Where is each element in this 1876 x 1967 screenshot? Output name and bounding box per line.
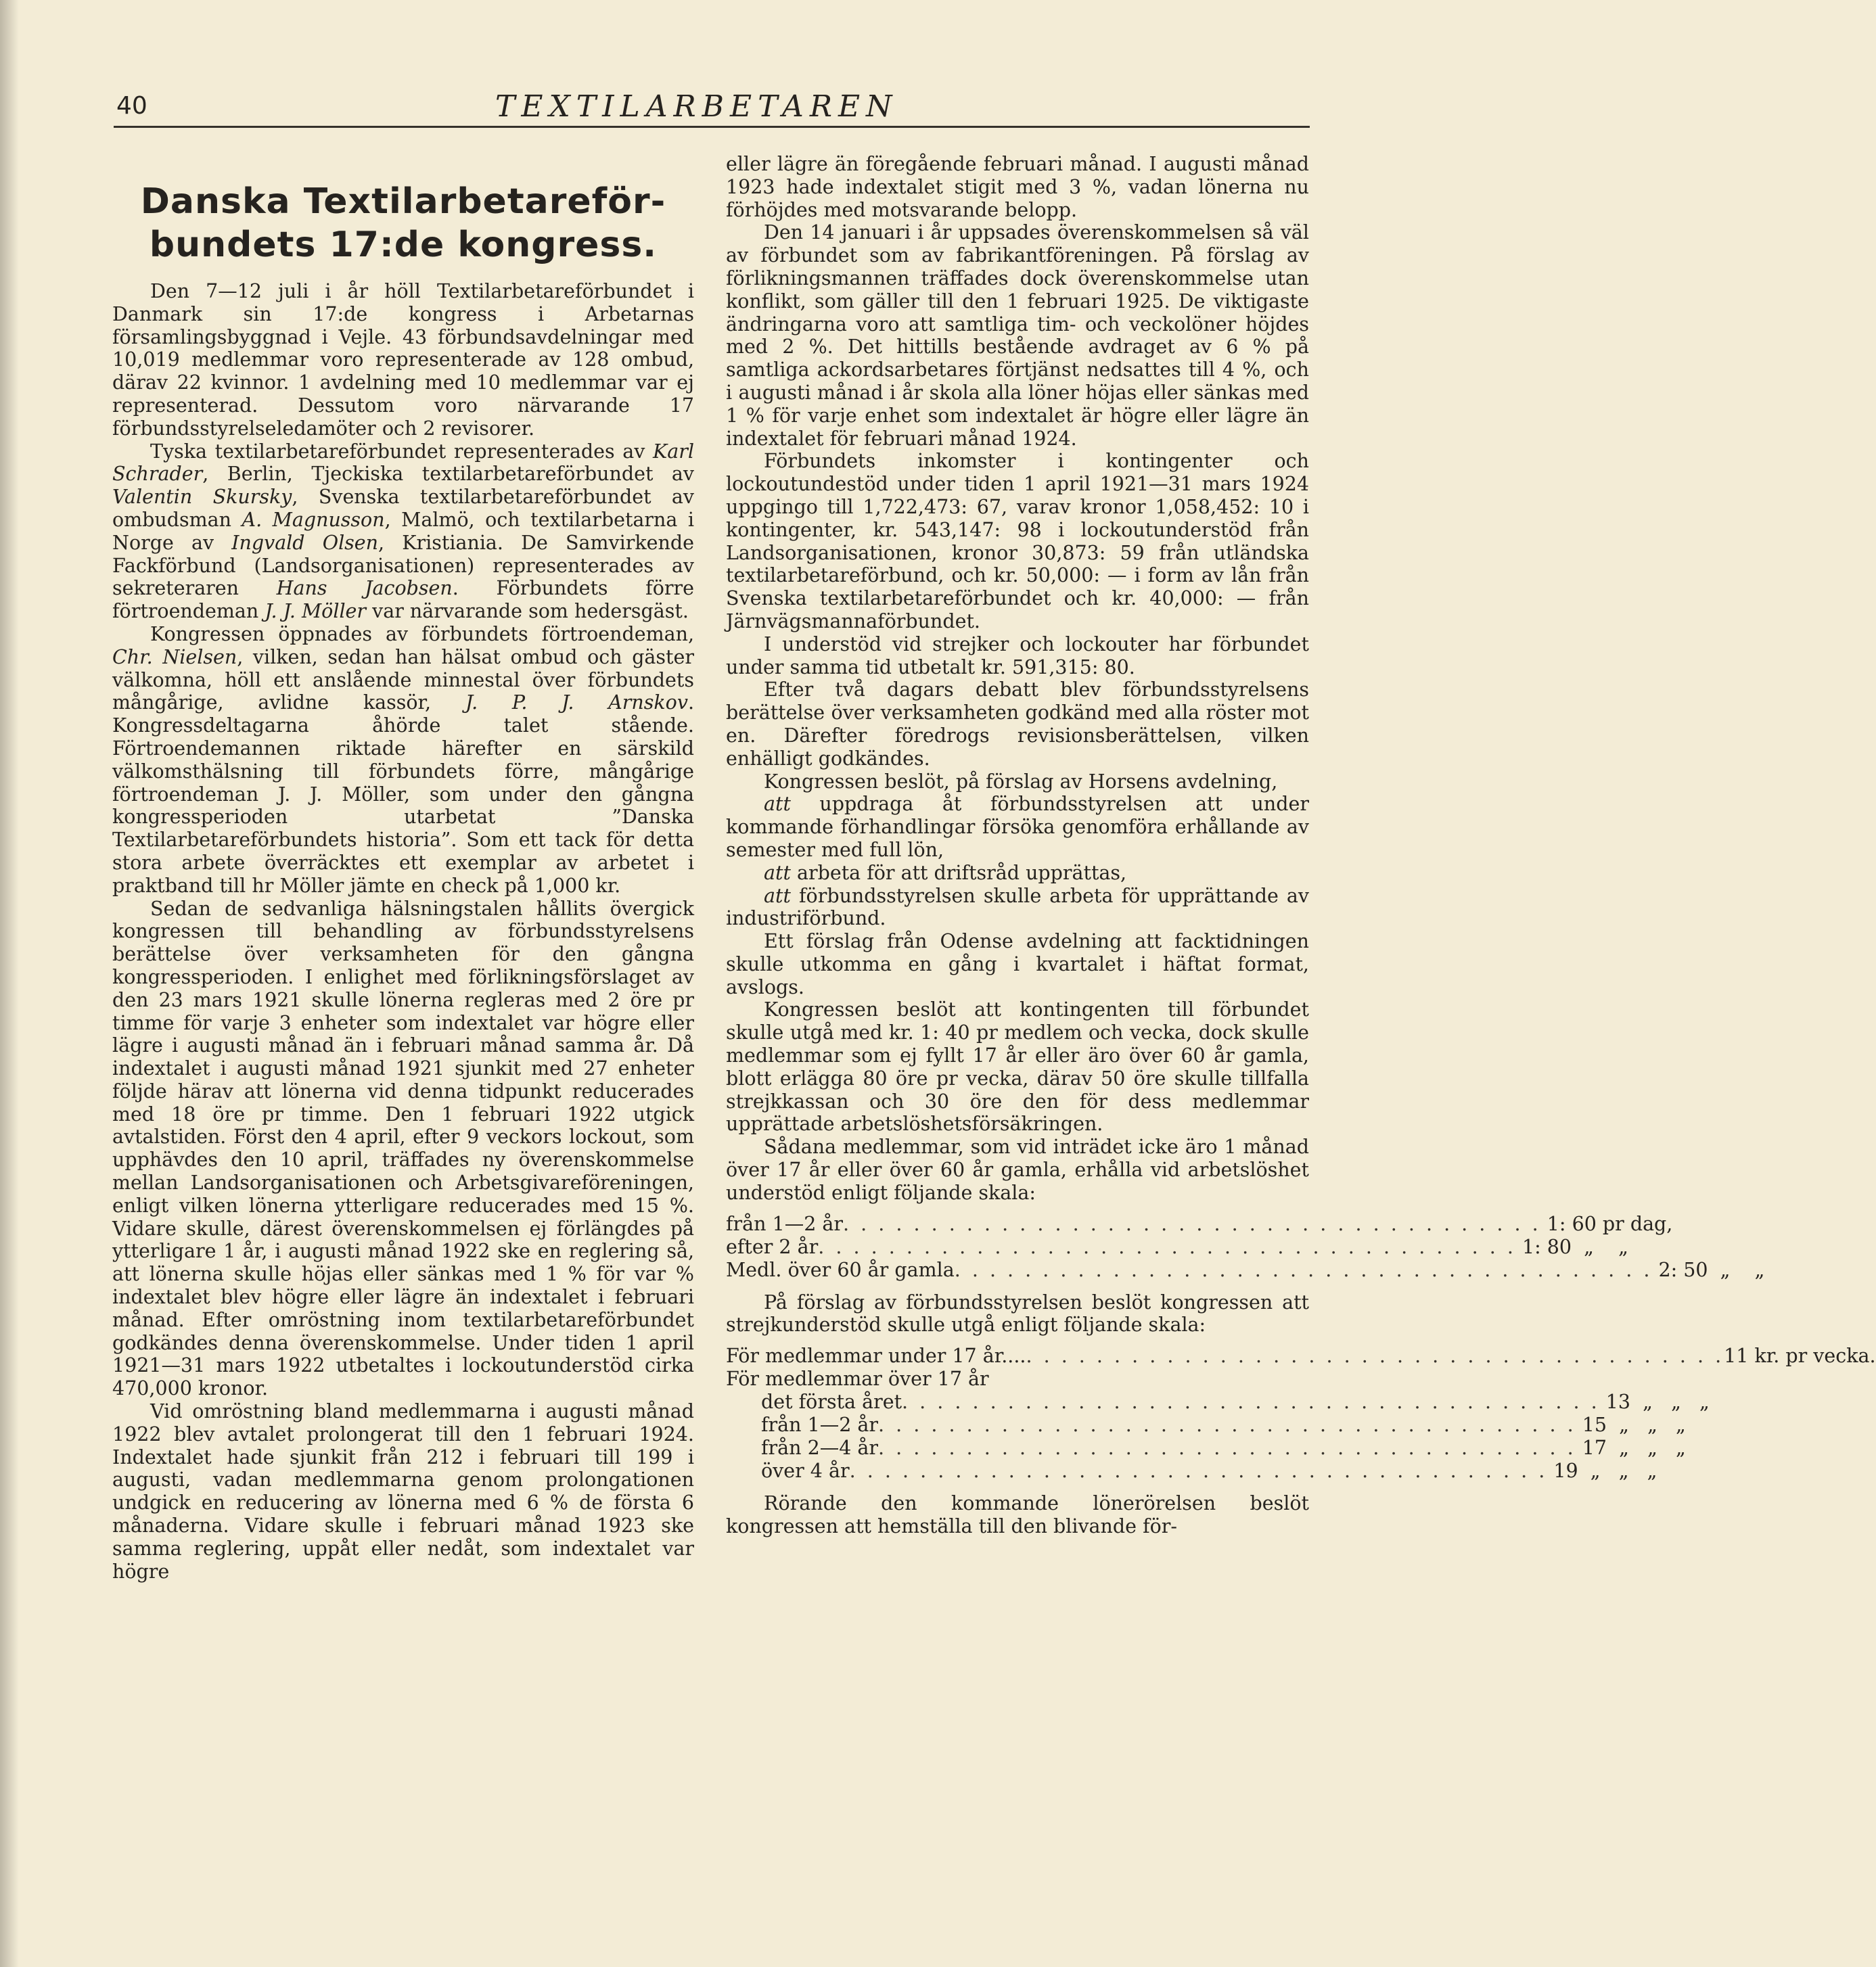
person-name: Chr. Nielsen: [112, 645, 237, 668]
leader-dots: . . . . . . . . . . . . . . . . . . . . . . . . . . . . . . . . . . . . . . . .: [902, 1391, 1600, 1414]
body-paragraph: [112, 1400, 694, 1583]
text-run: Sådana medlemmar, som vid inträdet icke äro 1 månad över 17 år eller över 60 år gamla, erhålla vid arbetslöshet understöd enligt följande skala:: [726, 1136, 1309, 1204]
person-name: att: [764, 793, 791, 816]
text-run: Efter två dagars debatt blev förbundsstyrelsens berättelse över verksamheten godkänd med alla röster mot en. Därefter föredrogs revisionsberättelsen, vilken enhälligt godkändes.: [726, 678, 1309, 770]
scale-row-value: 1: 60 pr dag,: [1540, 1212, 1673, 1235]
left-column-body: [112, 280, 694, 1583]
body-paragraph: [726, 450, 1309, 632]
scale-row-value: 13 „ „ „: [1599, 1391, 1710, 1414]
person-name: Karl Schrader: [112, 440, 694, 486]
person-name: J. P. J. Arnskov: [465, 691, 688, 714]
strike-benefit-scale: [726, 1345, 1876, 1483]
text-run: , vilken, sedan han hälsat ombud och gäster välkomna, höll ett anslående minnestal över förbundets mångårige, avlidne kassör,: [112, 645, 694, 714]
text-run: . Kongressdeltagarna åhörde talet stående. Förtroendemannen riktade härefter en särskild välkomsthälsning till förbundets förre, mångårige förtroendeman J. J. Möller, som under den gångna kongressperioden utarbetat ”Danska Textilarbetareförbundets historia”. Som ett tack för detta stora arbete överräcktes ett exemplar av arbetet i praktband till hr Möller jämte en check på 1,000 kr.: [112, 691, 694, 897]
scale-row-value: 19 „ „ „: [1547, 1460, 1657, 1483]
body-paragraph: [726, 633, 1309, 679]
scale-row: [726, 1235, 1628, 1259]
person-name: att: [764, 884, 791, 907]
body-paragraph: [726, 862, 1309, 885]
body-paragraph: [112, 280, 694, 440]
text-run: , Malmö, och textilarbetarna i Norge av: [112, 508, 694, 554]
left-column: [112, 153, 694, 1583]
leader-dots: . . . . . . . . . . . . . . . . . . . . . . . . . . . . . . . . . . . . . . . .: [1026, 1345, 1724, 1368]
strike-row-value: 11 kr. pr vecka.: [1724, 1345, 1876, 1368]
body-paragraph: [726, 1136, 1309, 1204]
scale-row-value: 2: 50 „ „: [1652, 1258, 1765, 1281]
scale-row-label: Medl. över 60 år gamla: [726, 1258, 955, 1281]
text-run: Kongressen beslöt att kontingenten till förbundet skulle utgå med kr. 1: 40 pr medlem och vecka, dock skulle medlemmar som ej fyllt 17 år eller äro över 60 år gamla, blott erlägga 80 öre pr vecka, därav 50 öre skulle tillfalla strejkkassan och 30 öre den för dess medlemmar upprättade arbetslöshetsförsäkringen.: [726, 998, 1309, 1136]
scale-row: [726, 1212, 1673, 1236]
scale-row-value: 1: 80 „ „: [1515, 1235, 1628, 1258]
unemployment-benefit-scale: [726, 1212, 1765, 1282]
scale-row: [726, 1437, 1686, 1460]
text-run: I understöd vid strejker och lockouter har förbundet under samma tid utbetalt kr. 591,315: 80.: [726, 632, 1309, 678]
right-column: [726, 153, 1876, 1538]
page-header: [116, 87, 1307, 127]
leader-dots: . . . . . . . . . . . . . . . . . . . . . . . . . . . . . . . . . . . . . . . .: [878, 1414, 1576, 1437]
page-edge-shadow: [0, 0, 19, 1967]
text-run: arbeta för att driftsråd upprättas,: [790, 861, 1127, 884]
scale-row: [726, 1414, 1686, 1437]
running-title: TEXTILARBETAREN: [495, 89, 898, 124]
right-column-body: [726, 153, 1309, 1205]
article-title-line1: Danska Textilarbetareför-: [140, 181, 666, 222]
body-paragraph: [726, 221, 1309, 450]
leader-dots: . . . . . . . . . . . . . . . . . . . . . . . . . . . . . . . . . . . . . . . .: [849, 1460, 1548, 1483]
leader-dots: . . . . . . . . . . . . . . . . . . . . . . . . . . . . . . . . . . . . . . . .: [818, 1235, 1516, 1258]
text-run: Ett förslag från Odense avdelning att facktidningen skulle utkomma en gång i kvartalet i häftat format, avslogs.: [726, 930, 1309, 998]
scale-row-label: över 4 år: [761, 1460, 850, 1483]
body-paragraph: [112, 440, 694, 623]
strike-row-label: För medlemmar under 17 år....: [726, 1345, 1026, 1368]
text-run: Förbundets inkomster i kontingenter och lockoutundestöd under tiden 1 april 1921—31 mars 1924 uppgingo till 1,722,473: 67, varav kronor 1,058,452: 10 i kontingenter, kr. 543,147: 98 i lockoutunderstöd från Landsorganisationen, kronor 30,873: 59 från utländska textilarbetareförbund, och kr. 50,000: — i form av lån från Svenska textilarbetareförbundet och kr. 40,000: — från Järnvägsmannaförbundet.: [726, 450, 1309, 632]
person-name: A. Magnusson: [242, 508, 385, 531]
text-run: , Kristiania. De Samvirkende Fackförbund (Landsorganisationen) representerades av sekreteraren: [112, 531, 694, 600]
scale-row: [726, 1391, 1710, 1414]
text-run: Den 7—12 juli i år höll Textilarbetareförbundet i Danmark sin 17:de kongress i Arbetarnas församlingsbyggnad i Vejle. 43 förbundsavdelningar med 10,019 medlemmar voro representerade av 128 ombud, därav 22 kvinnor. 1 avdelning med 10 medlemmar var ej representerad. Dessutom voro närvarande 17 förbundsstyrelseledamöter och 2 revisorer.: [112, 280, 694, 440]
person-name: Hans Jacobsen: [276, 577, 453, 600]
body-paragraph: [726, 770, 1309, 793]
person-name: J. J. Möller: [265, 600, 367, 623]
text-run: Tyska textilarbetareförbundet representerades av: [150, 440, 653, 463]
article-title-line2: bundets 17:de kongress.: [149, 225, 658, 265]
closing-paragraph: Rörande den kommande lönerörelsen beslöt kongressen att hemställa till den blivande för-: [726, 1492, 1309, 1538]
scale-row-label: från 1—2 år: [726, 1212, 844, 1235]
text-run: Den 14 januari i år uppsades överenskommelsen så väl av förbundet som av fabrikantföreningen. På förslag av förlikningsmannen träffades dock överenskommelse utan konflikt, som gäller till den 1 februari 1925. De viktigaste ändringarna voro att samtliga tim- och veckolöner höjdes med 2 %. Det hittills bestående avdraget av 6 % på samtliga ackordsarbetares förtjänst nedsattes till 4 %, och i augusti månad i år skola alla löner höjas eller sänkas med 1 % för varje enhet som indextalet är högre eller lägre än indextalet för februari månad 1924.: [726, 221, 1309, 450]
person-name: att: [764, 861, 791, 884]
body-paragraph: [726, 153, 1309, 221]
leader-dots: . . . . . . . . . . . . . . . . . . . . . . . . . . . . . . . . . . . . . . . .: [878, 1437, 1576, 1460]
strike-row-under-17: [726, 1345, 1876, 1368]
scale-row-label: från 2—4 år: [761, 1437, 879, 1460]
article-title: [112, 180, 694, 267]
text-run: uppdraga åt förbundsstyrelsen att under kommande förhandlingar försöka genomföra erhållande av semester med full lön,: [726, 793, 1309, 861]
body-paragraph: [726, 793, 1309, 861]
body-paragraph: [726, 885, 1309, 931]
body-paragraph: [726, 678, 1309, 770]
scale-row-label: det första året: [761, 1391, 902, 1414]
header-rule: [114, 126, 1310, 128]
body-paragraph: [726, 930, 1309, 998]
scale-row: [726, 1460, 1657, 1483]
text-run: eller lägre än föregående februari månad. I augusti månad 1923 hade indextalet stigit med 3 %, vadan lönerna nu förhöjdes med motsvarande belopp.: [726, 153, 1309, 221]
text-run: Sedan de sedvanliga hälsningstalen hållits övergick kongressen till behandling av förbundsstyrelsens berättelse över verksamheten för den gångna kongressperioden. I enlighet med förlikningsförslaget av den 23 mars 1921 skulle lönerna regleras med 2 öre pr timme för varje 3 enheter som indextalet var högre eller lägre i augusti månad än i februari månad samma år. Då indextalet i augusti månad 1921 sjunkit med 27 enheter följde härav att lönerna vid denna tidpunkt reducerades med 18 öre pr timme. Den 1 februari 1922 utgick avtalstiden. Först den 4 april, efter 9 veckors lockout, som upphävdes den 10 april, träffades ny överenskommelse mellan Landsorganisationen och Arbetsgivareföreningen, enligt vilken lönerna ytterligare reducerades med 15 %. Vidare skulle, därest överenskommelsen ej förlängdes på ytterligare 1 år, i augusti månad 1922 ske en reglering så, att lönerna skulle höjas eller sänkas med 1 % för var % indextalet blev högre eller lägre än indextalet i februari månad. Efter omröstning inom textilarbetareförbundet godkändes denna överenskommelse. Under tiden 1 april 1921—31 mars 1922 utbetaltes i lockoutunderstöd cirka 470,000 kronor.: [112, 897, 694, 1400]
body-paragraph: [112, 623, 694, 898]
scale-row-value: 17 „ „ „: [1576, 1437, 1686, 1460]
text-run: , Svenska textilarbetareförbundet av ombudsman: [112, 486, 694, 531]
text-run: förbundsstyrelsen skulle arbeta för upprättande av industriförbund.: [726, 884, 1309, 930]
strike-intro-paragraph: På förslag av förbundsstyrelsen beslöt kongressen att strejkunderstöd skulle utgå enligt följande skala:: [726, 1291, 1309, 1337]
scale-row-value: 15 „ „ „: [1576, 1414, 1686, 1437]
page-number: 40: [116, 92, 147, 120]
text-run: Kongressen beslöt, på förslag av Horsens avdelning,: [764, 770, 1278, 793]
person-name: Valentin Skursky: [112, 486, 292, 509]
leader-dots: . . . . . . . . . . . . . . . . . . . . . . . . . . . . . . . . . . . . . . . .: [843, 1212, 1541, 1235]
text-run: Kongressen öppnades av förbundets förtroendeman,: [150, 622, 694, 645]
scale-row-label: efter 2 år: [726, 1235, 819, 1258]
text-run: . Förbundets förre förtroendeman: [112, 577, 694, 623]
body-paragraph: [112, 898, 694, 1401]
text-run: Vid omröstning bland medlemmarna i augusti månad 1922 blev avtalet prolongerat till den 1 februari 1924. Indextalet hade sjunkit från 212 i februari till 199 i augusti, vadan medlemmarna genom prolongationen undgick en reducering av lönerna med 6 % de första 6 månaderna. Vidare skulle i februari månad 1923 ske samma reglering, uppåt eller nedåt, som indextalet var högre: [112, 1400, 694, 1583]
scale-row: [726, 1258, 1765, 1282]
body-paragraph: [726, 998, 1309, 1136]
scale-row-label: från 1—2 år: [761, 1414, 879, 1437]
strike-row-over-17: För medlemmar över 17 år: [726, 1368, 989, 1391]
person-name: Ingvald Olsen: [231, 531, 379, 554]
text-run: var närvarande som hedersgäst.: [366, 600, 689, 623]
text-run: , Berlin, Tjeckiska textilarbetareförbundet av: [202, 463, 694, 486]
leader-dots: . . . . . . . . . . . . . . . . . . . . . . . . . . . . . . . . . . . . . . . .: [954, 1258, 1653, 1281]
